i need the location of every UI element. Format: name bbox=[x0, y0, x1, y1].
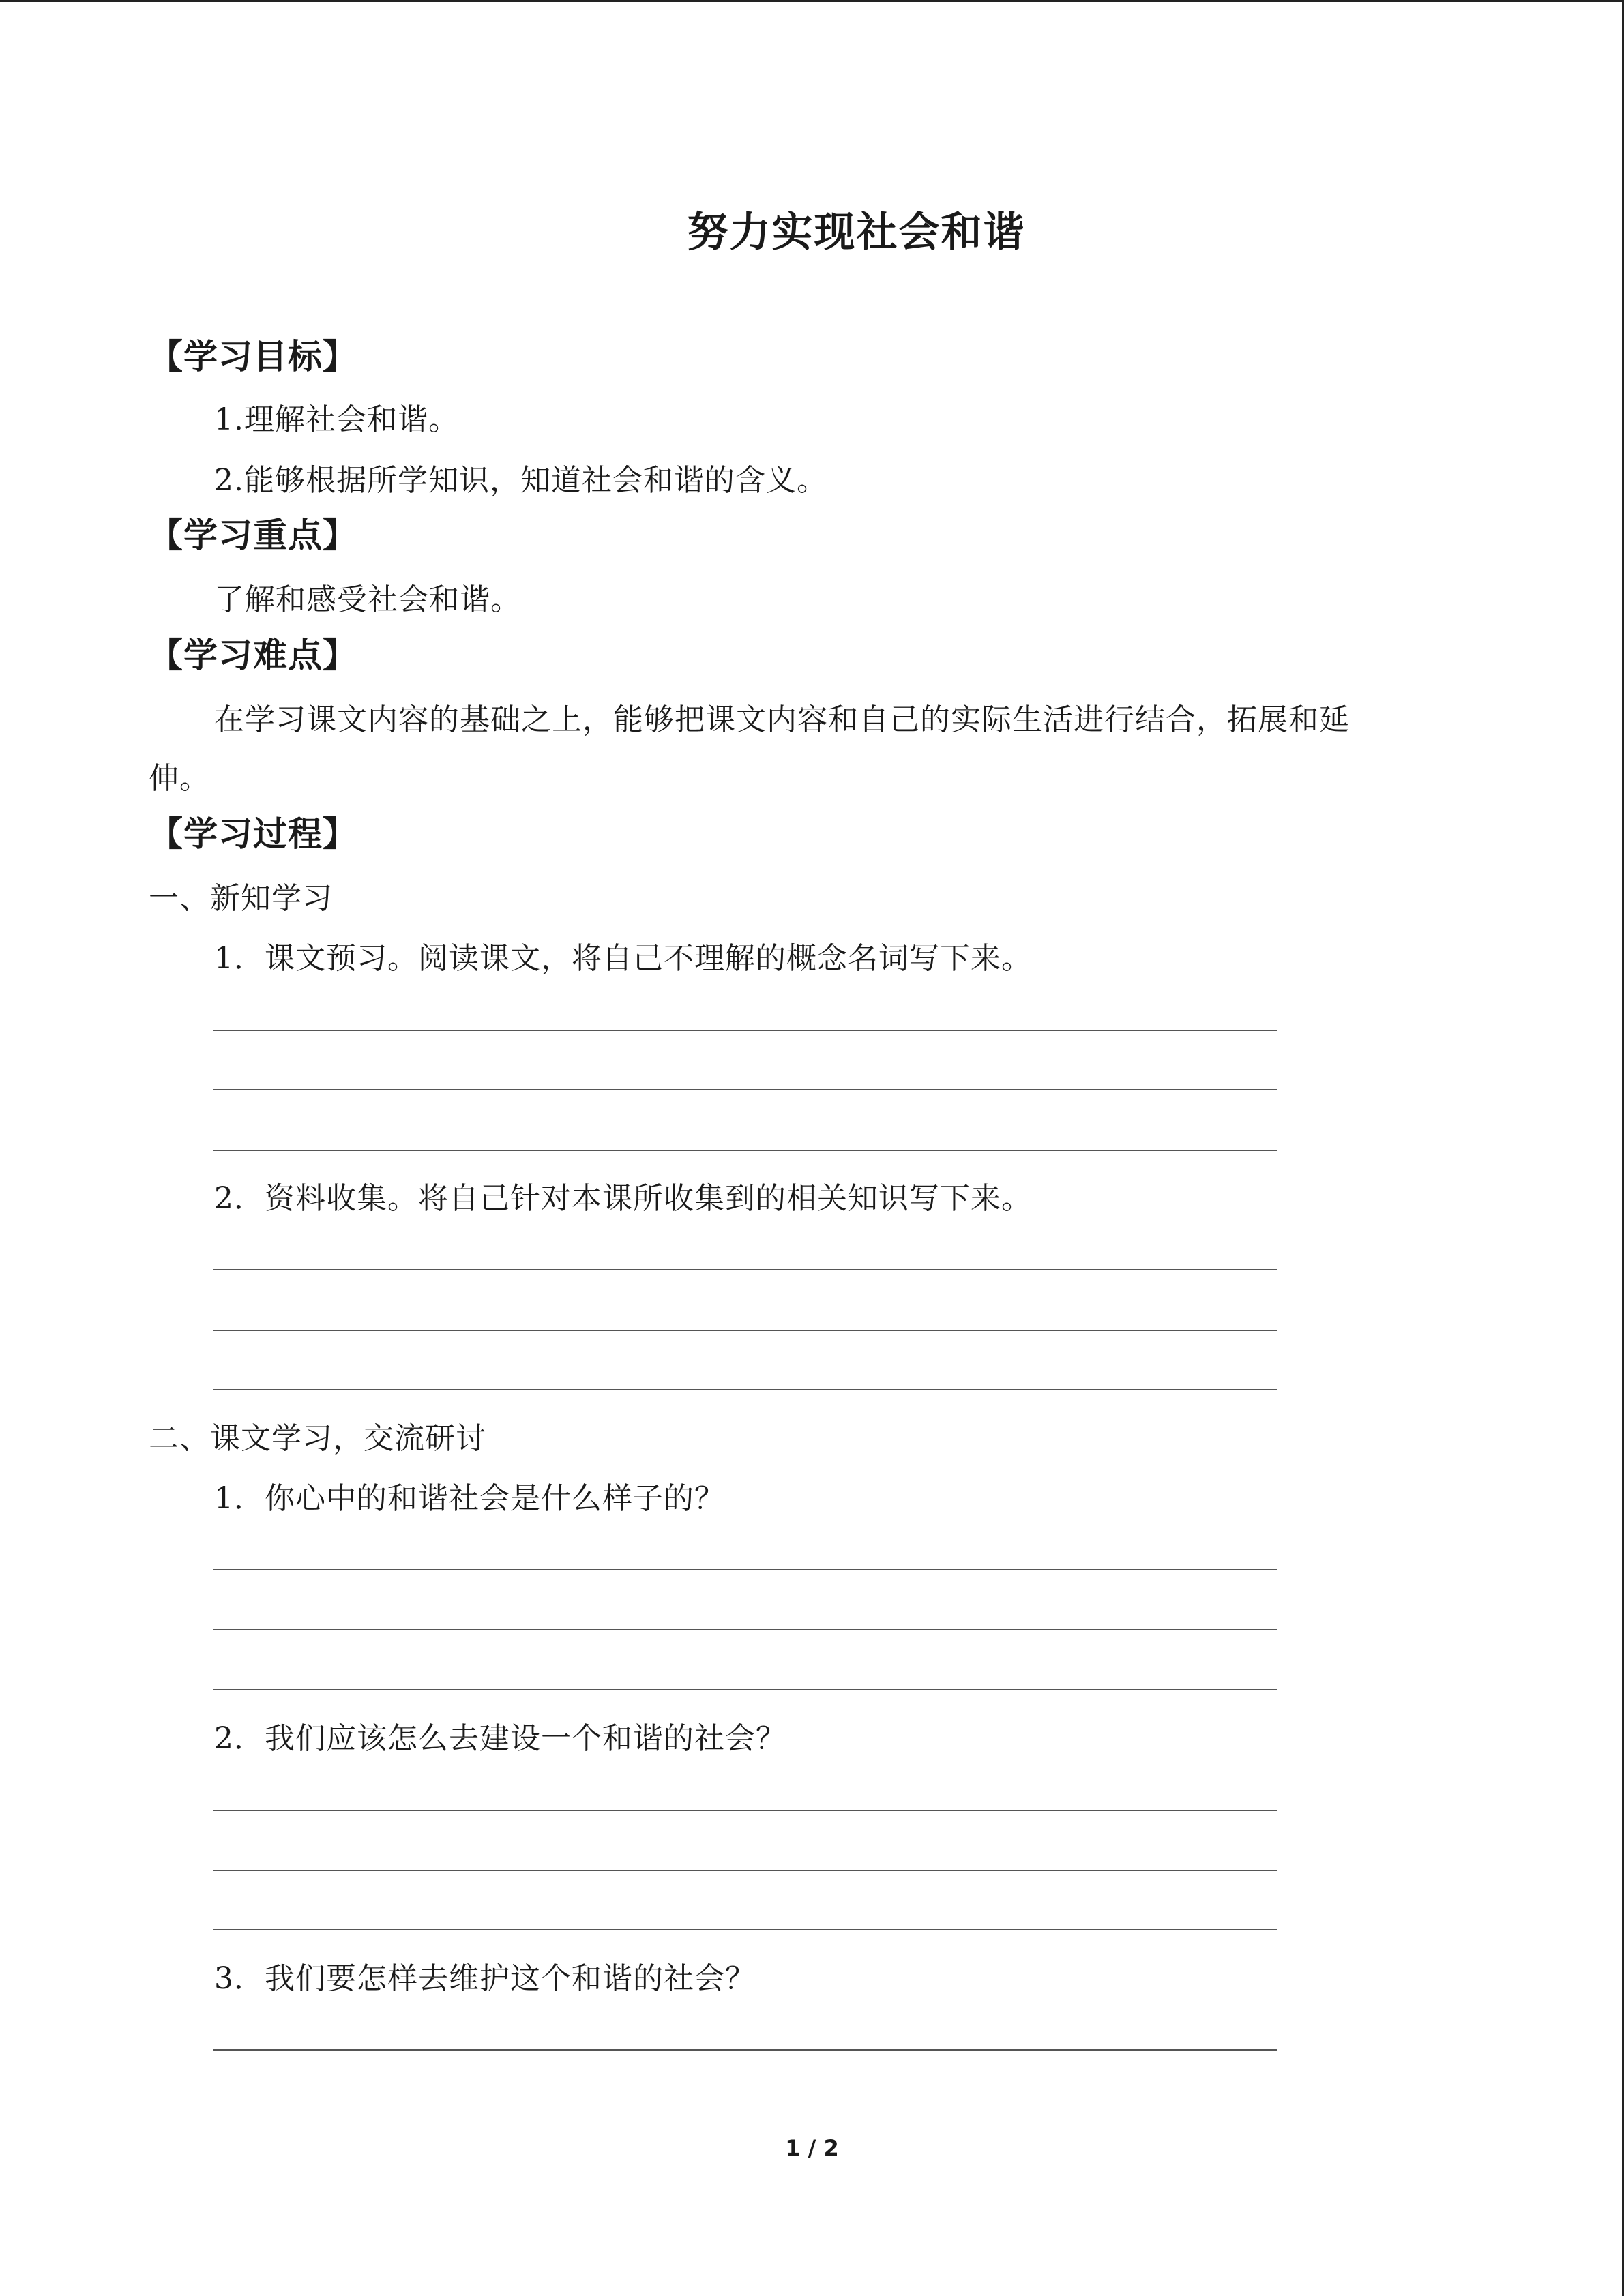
key-points-heading: 【学习重点】 bbox=[149, 516, 357, 555]
answer-line[interactable] bbox=[213, 1150, 1277, 1151]
part2-question-3: 3．我们要怎样去维护这个和谐的社会？ bbox=[214, 1961, 756, 1996]
objective-item-2: 2.能够根据所学知识，知道社会和谐的含义。 bbox=[214, 463, 827, 498]
difficulties-heading: 【学习难点】 bbox=[149, 636, 357, 675]
objectives-heading: 【学习目标】 bbox=[149, 337, 357, 376]
document-title: 努力实现社会和谐 bbox=[687, 209, 1026, 256]
answer-line[interactable] bbox=[213, 1689, 1277, 1690]
answer-line[interactable] bbox=[213, 1269, 1277, 1270]
answer-line[interactable] bbox=[213, 1870, 1277, 1871]
part2-title: 二、课文学习，交流研讨 bbox=[149, 1421, 486, 1456]
part1-question-2: 2．资料收集。将自己针对本课所收集到的相关知识写下来。 bbox=[214, 1181, 1032, 1216]
answer-line[interactable] bbox=[213, 1089, 1277, 1090]
answer-line[interactable] bbox=[213, 1389, 1277, 1390]
answer-line[interactable] bbox=[213, 1929, 1277, 1930]
answer-line[interactable] bbox=[213, 1330, 1277, 1331]
key-points-text: 了解和感受社会和谐。 bbox=[214, 582, 521, 617]
answer-line[interactable] bbox=[213, 2049, 1277, 2051]
objective-item-1: 1.理解社会和谐。 bbox=[214, 402, 459, 437]
answer-line[interactable] bbox=[213, 1810, 1277, 1811]
answer-line[interactable] bbox=[213, 1030, 1277, 1031]
part2-question-1: 1．你心中的和谐社会是什么样子的？ bbox=[214, 1481, 725, 1516]
part1-title: 一、新知学习 bbox=[149, 881, 333, 916]
part2-question-2: 2．我们应该怎么去建设一个和谐的社会？ bbox=[214, 1721, 786, 1756]
page-number: 1 / 2 bbox=[785, 2135, 839, 2161]
answer-line[interactable] bbox=[213, 1569, 1277, 1570]
difficulties-text-line-1: 在学习课文内容的基础之上，能够把课文内容和自己的实际生活进行结合，拓展和延 bbox=[214, 702, 1350, 737]
part1-question-1: 1．课文预习。阅读课文，将自己不理解的概念名词写下来。 bbox=[214, 941, 1032, 976]
process-heading: 【学习过程】 bbox=[149, 814, 357, 854]
answer-line[interactable] bbox=[213, 1629, 1277, 1630]
difficulties-text-line-2: 伸。 bbox=[149, 761, 210, 796]
